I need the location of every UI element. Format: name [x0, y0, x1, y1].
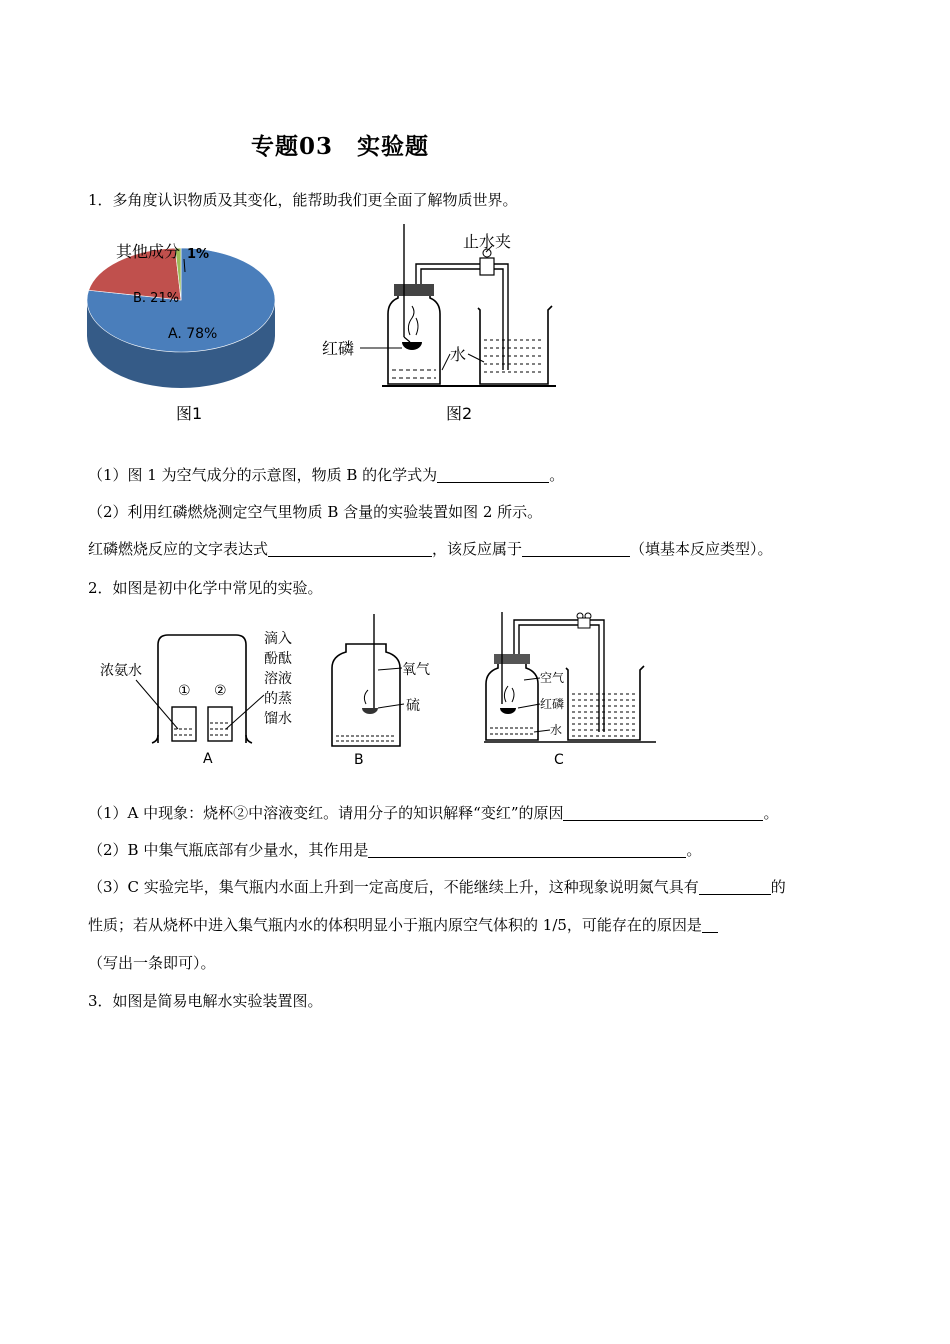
q1-part1-blank[interactable] [437, 466, 549, 483]
pie-label-b: B. 21% [133, 291, 180, 306]
q2-stem: 2．如图是初中化学中常见的实验。 [88, 579, 323, 597]
q2-part3-line3: （写出一条即可）。 [88, 954, 216, 972]
fig2-apparatus [320, 222, 570, 397]
c-phosphorus-label: 红磷 [540, 697, 565, 711]
q2-part3-line2-text: 性质；若从烧杯中进入集气瓶内水的体积明显小于瓶内原空气体积的 1/5，可能存在的原因是 [88, 916, 702, 934]
q2-part3-blank-1[interactable] [699, 878, 771, 895]
ammonia-label: 浓氨水 [100, 663, 142, 679]
q2-part3-line1 [88, 876, 786, 898]
sulfur-spoon [362, 708, 378, 714]
q1-part3 [88, 538, 773, 560]
spoon-handle [404, 337, 410, 342]
fig2-a-apparatus [96, 625, 306, 770]
bell-jar [158, 635, 246, 743]
q1-part1 [88, 464, 564, 486]
fig1-caption: 图1 [176, 404, 203, 423]
c-spoon [500, 708, 516, 714]
clamp [480, 258, 494, 275]
beaker-2 [208, 707, 232, 741]
beaker-water [484, 340, 544, 372]
q2-part1-end: 。 [763, 804, 779, 822]
q1-part3-text-b: ，该反应属于 [432, 540, 523, 558]
c-stopper [494, 654, 530, 664]
phenol-line-4: 的蒸 [264, 691, 292, 707]
q2-part1 [88, 802, 779, 824]
c-flame [504, 686, 508, 702]
air-label: 空气 [540, 671, 565, 685]
q2-part2-end: 。 [686, 841, 702, 859]
c-beaker [566, 666, 644, 740]
flame-wisp-2 [416, 318, 418, 335]
bell-jar-rim-right [246, 735, 252, 743]
q1-part3-blank-1[interactable] [268, 540, 432, 557]
fig2-caption: 图2 [446, 404, 473, 423]
q2-part2 [88, 839, 701, 861]
oxygen-label: 氧气 [402, 662, 430, 678]
flame-wisp [408, 306, 414, 335]
circle-2-label: ② [214, 683, 227, 699]
beaker-1 [172, 707, 196, 741]
q1-part3-blank-2[interactable] [522, 540, 630, 557]
sulfur-label: 硫 [406, 698, 420, 714]
q1-part1-end: 。 [549, 466, 565, 484]
circle-1-label: ① [178, 683, 191, 699]
q2-part1-blank[interactable] [563, 804, 763, 821]
oxygen-leader [378, 668, 402, 670]
ammonia-leader [136, 680, 178, 729]
pie-label-other-pct: 1% [187, 247, 210, 262]
q2-part3-text: （3）C 实验完毕，集气瓶内水面上升到一定高度后，不能继续上升，这种现象说明氮气具有 [88, 878, 699, 896]
fig-a-caption: A [203, 751, 213, 767]
rubber-stopper [394, 284, 434, 296]
q1-part2: （2）利用红磷燃烧测定空气里物质 B 含量的实验装置如图 2 所示。 [88, 503, 543, 521]
water-label: 水 [450, 345, 467, 364]
q2-part1-text: （1）A 中现象：烧杯②中溶液变红。请用分子的知识解释“变红”的原因 [88, 804, 564, 822]
phenol-line-3: 溶液 [264, 671, 292, 687]
c-water-leader [534, 730, 550, 732]
water-leader-1 [442, 354, 450, 370]
page-title: 专题03 实验题 [250, 133, 429, 160]
combustion-spoon [402, 342, 422, 350]
q1-stem: 1．多角度认识物质及其变化，能帮助我们更全面了解物质世界。 [88, 191, 518, 209]
sulfur-flame [364, 690, 368, 704]
phenol-line-2: 酚酞 [264, 651, 292, 667]
q1-part3-text-a: 红磷燃烧反应的文字表达式 [88, 540, 269, 558]
q2-part3-line2 [88, 914, 718, 936]
phosphorus-label: 红磷 [322, 339, 355, 358]
phenol-line-5: 馏水 [264, 711, 292, 727]
q3-stem: 3．如图是简易电解水实验装置图。 [88, 992, 323, 1010]
q1-part1-text: （1）图 1 为空气成分的示意图，物质 B 的化学式为 [88, 466, 438, 484]
gas-bottle [332, 644, 400, 746]
pie-label-other: 其他成分 [116, 242, 181, 261]
fig2-b-apparatus [322, 612, 432, 770]
c-clamp [578, 618, 590, 628]
clamp-label: 止水夹 [463, 232, 512, 251]
water-leader-2 [468, 354, 484, 362]
fig-c-caption: C [554, 752, 564, 768]
q2-part2-text: （2）B 中集气瓶底部有少量水，其作用是 [88, 841, 369, 859]
c-water-label: 水 [550, 723, 563, 737]
q2-part2-blank[interactable] [368, 841, 686, 858]
fig-b-caption: B [354, 752, 364, 768]
bell-jar-rim-left [152, 735, 158, 743]
q1-part3-text-c: （填基本反应类型）。 [630, 540, 773, 558]
q2-part3-end: 的 [770, 878, 786, 896]
q2-part3-blank-2[interactable] [702, 916, 718, 933]
phenol-line-1: 滴入 [264, 631, 292, 647]
c-flame-2 [512, 688, 514, 702]
fig2-c-apparatus [474, 608, 664, 770]
pie-label-a: A. 78% [168, 326, 218, 342]
fig1-pie-chart [86, 232, 296, 397]
c-phosphorus-leader [518, 704, 540, 708]
